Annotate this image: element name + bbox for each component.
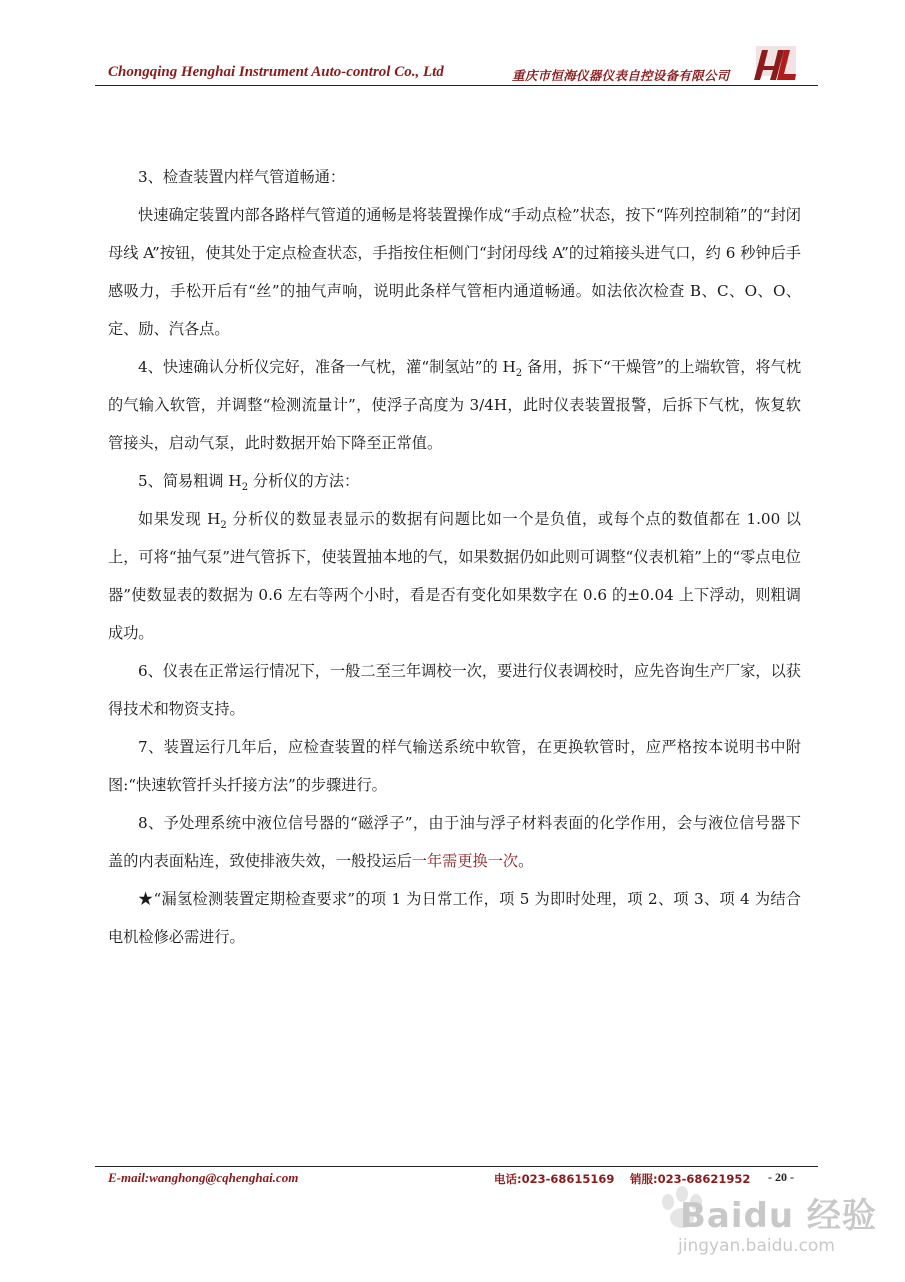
- footer-email: E-mail:wanghong@cqhenghai.com: [108, 1170, 299, 1185]
- watermark-brand: Baidu 经验: [680, 1196, 877, 1236]
- h2-subscript: 2: [515, 368, 523, 380]
- section-3-title: 3、检查装置内样气管道畅通：: [138, 168, 346, 186]
- footer-sales: 销服:023-68621952: [630, 1172, 751, 1186]
- header-company-cn: 重庆市恒海仪器仪表自控设备有限公司: [512, 68, 730, 83]
- h2-subscript: 2: [241, 482, 249, 494]
- h2-subscript: 2: [220, 520, 227, 532]
- star-note: ★“漏氢检测装置定期检查要求”的项 1 为日常工作，项 5 为即时处理，项 2、项 3、项 4 为结合电机检修必需进行。: [108, 890, 801, 946]
- section-8-part-c: 。: [518, 852, 534, 870]
- section-4-part-b: 备用，拆下“干燥管”的上端软管，将气枕的气输入软管，并调整“检测流量计”，使浮子高度为 3/4H，此时仪表装置报警，后拆下气枕，恢复软管接头，启动气泵，此时数据开始下降至正常值。: [108, 358, 802, 452]
- page-number: - 20 -: [768, 1170, 794, 1184]
- footer-tel: 电话:023-68615169: [494, 1172, 615, 1186]
- watermark-url: jingyan.baidu.com: [678, 1236, 835, 1256]
- section-5-text-b: 分析仪的数显表显示的数据有问题比如一个是负值，或每个点的数值都在 1.00 以上，可将“抽气泵”进气管拆下，使装置抽本地的气，如果数据仍如此则可调整“仪表机箱”上的“零点电位器”使数显表的数据为 0.6 左右等两个小时，看是否有变化如果数字在 0.6 的±0.04 上下浮动，则粗调成功。: [108, 510, 801, 642]
- section-5-text-a: 如果发现 H: [138, 510, 221, 528]
- header-divider: [95, 85, 818, 86]
- document-body: [108, 158, 801, 956]
- section-5-part-b: 分析仪的方法：: [248, 472, 360, 490]
- section-5-title: [108, 462, 801, 500]
- section-4-part-a: 4、快速确认分析仪完好，准备一气枕，灌“制氢站”的 H: [138, 358, 516, 376]
- section-7-text: 7、装置运行几年后，应检查装置的样气输送系统中软管，在更换软管时，应严格按本说明书中附图:“快速软管扦头扦接方法”的步骤进行。: [108, 738, 801, 794]
- section-6-text: 6、仪表在正常运行情况下，一般二至三年调校一次，要进行仪表调校时，应先咨询生产厂家，以获得技术和物资支持。: [108, 662, 801, 718]
- section-3-text: 快速确定装置内部各路样气管道的通畅是将装置操作成“手动点检”状态，按下“阵列控制箱”的“封闭母线 A”按钮，使其处于定点检查状态，手指按住柜侧门“封闭母线 A”的过箱接头进气口，约 6 秒钟后手感吸力，手松开后有“丝”的抽气声响，说明此条样气管柜内通道畅通。如法依次检查 B、C、O、O、定、励、汽各点。: [108, 206, 801, 338]
- section-5-part-a: 5、简易粗调 H: [138, 472, 242, 490]
- section-5-text: [108, 500, 801, 652]
- section-8-part-a: 8、予处理系统中液位信号器的“磁浮子”，由于油与浮子材料表面的化学作用，会与液位信号器下盖的内表面粘连，致使排液失效，一般投运后: [108, 814, 801, 870]
- section-8-text: [108, 804, 801, 880]
- section-8-highlight: 一年需更换一次: [411, 852, 519, 870]
- header-company-en: Chongqing Henghai Instrument Auto-control Co., Ltd: [108, 64, 444, 80]
- company-logo-icon: [752, 44, 800, 84]
- section-4-text: [108, 348, 801, 462]
- footer-divider: [95, 1166, 818, 1167]
